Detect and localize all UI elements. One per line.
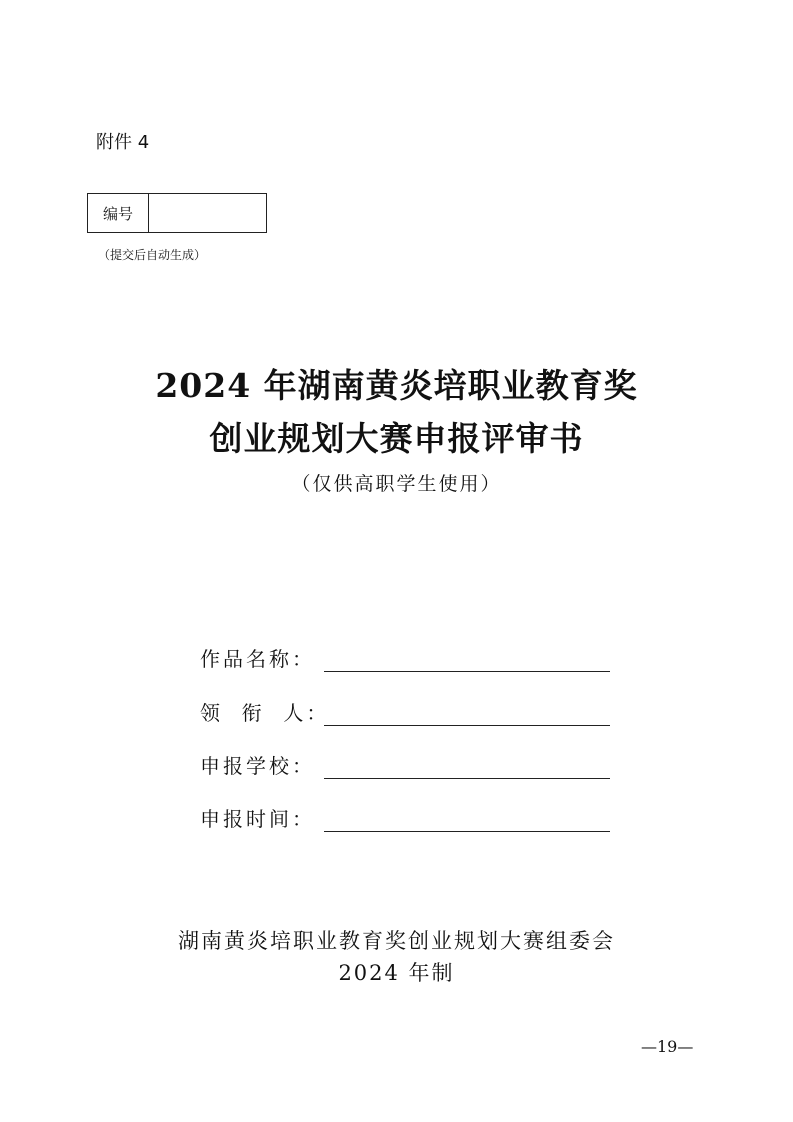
fill-line — [324, 701, 610, 726]
organizer: 湖南黄炎培职业教育奖创业规划大赛组委会 — [178, 929, 615, 953]
attachment-label: 附件 4 — [96, 132, 150, 153]
field-label: 申报时间： — [200, 807, 315, 831]
page-number: —19— — [641, 1037, 694, 1056]
field-school — [200, 745, 610, 779]
id-number-value — [149, 194, 266, 232]
fill-line — [324, 754, 610, 779]
document-title-line-2: 创业规划大赛申报评审书 — [209, 419, 584, 458]
auto-generate-note: （提交后自动生成） — [98, 248, 207, 262]
fill-line — [324, 807, 610, 832]
document-title-line-1: 2024 年湖南黄炎培职业教育奖 — [155, 366, 638, 405]
issue-year: 2024 年制 — [338, 961, 455, 985]
id-number-label: 编号 — [88, 194, 149, 232]
id-number-box — [87, 193, 267, 233]
field-date — [200, 798, 610, 832]
field-label: 领 衔 人： — [200, 701, 330, 725]
fill-line — [324, 647, 610, 672]
field-label: 申报学校： — [200, 754, 315, 778]
document-subtitle: （仅供高职学生使用） — [291, 473, 502, 495]
field-project-name — [200, 638, 610, 672]
field-label: 作品名称： — [200, 647, 315, 671]
field-leader — [200, 692, 610, 726]
